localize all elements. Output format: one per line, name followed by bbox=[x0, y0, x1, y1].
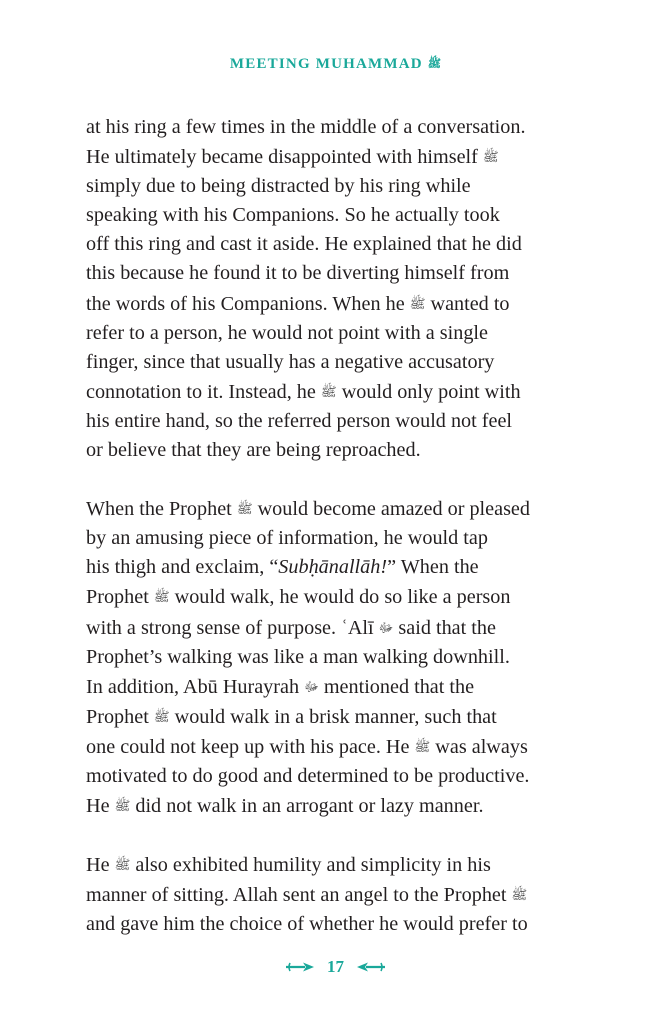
text-line: He ﷺ also exhibited humility and simplicity in his bbox=[86, 854, 491, 877]
honorific-symbol: ﷺ bbox=[114, 798, 131, 814]
body-text bbox=[86, 113, 586, 968]
paragraph-1 bbox=[86, 113, 586, 465]
text-line: with a strong sense of purpose. ʿAlī ﷻ said that the bbox=[86, 616, 496, 639]
paragraph-2 bbox=[86, 494, 586, 821]
text-line: In addition, Abū Hurayrah ﷻ mentioned that the bbox=[86, 675, 475, 698]
text-line: speaking with his Companions. So he actually took bbox=[86, 204, 500, 227]
left-ornament-icon bbox=[285, 961, 315, 973]
text-line: When the Prophet ﷺ would become amazed or pleased bbox=[86, 498, 530, 521]
honorific-symbol: ﷺ bbox=[511, 887, 528, 903]
honorific-symbol: ﷻ bbox=[378, 619, 394, 635]
text-line: by an amusing piece of information, he would tap bbox=[86, 527, 488, 550]
text-line: or believe that they are being reproached. bbox=[86, 439, 421, 462]
running-header bbox=[0, 56, 671, 73]
text-line: the words of his Companions. When he ﷺ wanted to bbox=[86, 292, 510, 315]
honorific-symbol: ﷺ bbox=[409, 295, 426, 311]
text-line: Prophet ﷺ would walk, he would do so like a person bbox=[86, 586, 511, 609]
honorific-symbol: ﷺ bbox=[236, 501, 253, 517]
text-line: off this ring and cast it aside. He explained that he did bbox=[86, 233, 522, 256]
text-line: his entire hand, so the referred person would not feel bbox=[86, 409, 513, 432]
honorific-symbol: ﷺ bbox=[153, 708, 170, 724]
text-line: this because he found it to be diverting himself from bbox=[86, 262, 510, 285]
honorific-symbol: ﷺ bbox=[114, 857, 131, 873]
text-line: Prophet ﷺ would walk in a brisk manner, such that bbox=[86, 705, 497, 728]
honorific-symbol: ﷺ bbox=[414, 738, 431, 754]
text-line: simply due to being distracted by his ring while bbox=[86, 175, 471, 198]
text-line: finger, since that usually has a negative accusatory bbox=[86, 350, 495, 373]
text-line: Prophet’s walking was like a man walking downhill. bbox=[86, 645, 510, 668]
honorific-symbol: ﷺ bbox=[153, 589, 170, 605]
running-header-title: MEETING MUHAMMAD bbox=[229, 56, 423, 72]
page-number: 17 bbox=[327, 957, 344, 977]
text-line: one could not keep up with his pace. He ﷺ was always bbox=[86, 735, 528, 758]
text-line: He ﷺ did not walk in an arrogant or lazy manner. bbox=[86, 795, 484, 818]
honorific-symbol: ﷺ bbox=[482, 149, 499, 165]
text-line: manner of sitting. Allah sent an angel to the Prophet ﷺ bbox=[86, 884, 528, 907]
text-line: refer to a person, he would not point with a single bbox=[86, 321, 488, 344]
right-ornament-icon bbox=[356, 961, 386, 973]
text-line: connotation to it. Instead, he ﷺ would only point with bbox=[86, 380, 521, 403]
italic-term: Subḥānallāh! bbox=[278, 556, 388, 579]
text-line: He ultimately became disappointed with himself ﷺ bbox=[86, 146, 499, 169]
salutation-symbol: ﷺ bbox=[427, 58, 442, 70]
page-footer bbox=[0, 956, 671, 977]
text-line: his thigh and exclaim, “Subḥānallāh!” When the bbox=[86, 556, 479, 579]
text-line: motivated to do good and determined to be productive. bbox=[86, 764, 530, 787]
text-line: at his ring a few times in the middle of a conversation. bbox=[86, 116, 526, 138]
text-line: and gave him the choice of whether he would prefer to bbox=[86, 913, 528, 936]
honorific-symbol: ﷻ bbox=[304, 678, 319, 694]
honorific-symbol: ﷺ bbox=[320, 383, 337, 399]
paragraph-3 bbox=[86, 850, 586, 939]
